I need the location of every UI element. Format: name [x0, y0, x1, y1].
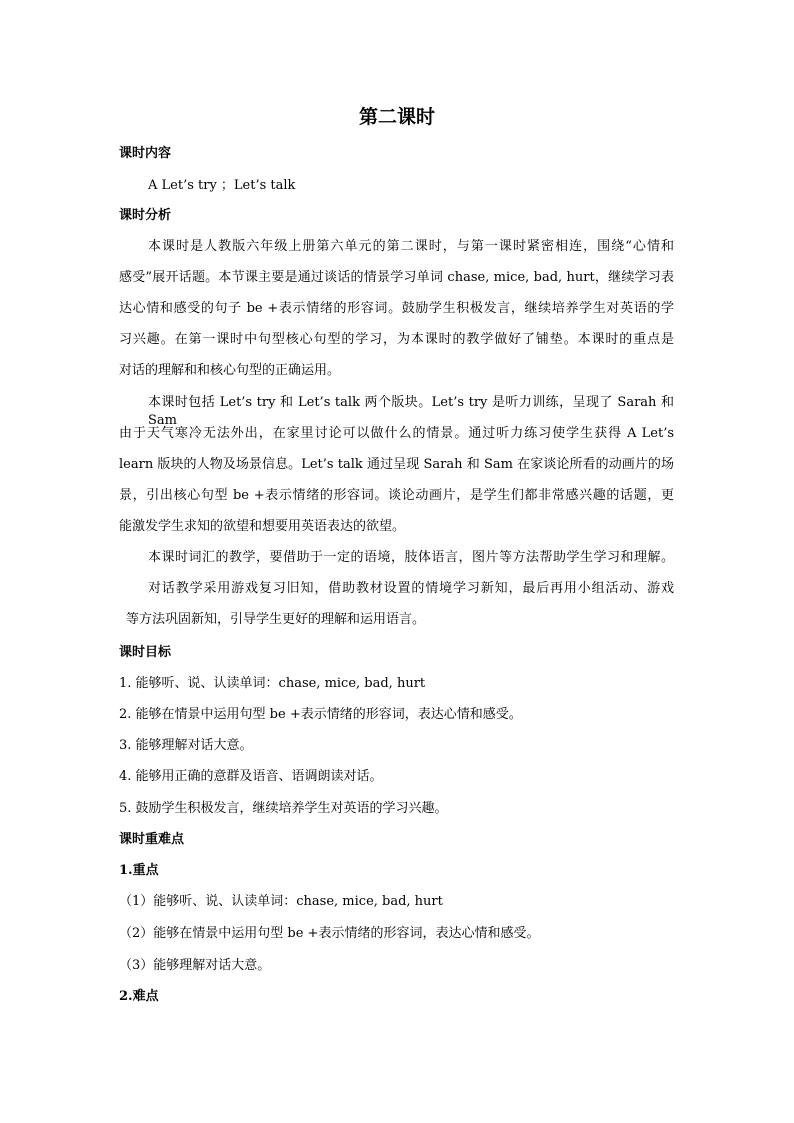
analysis-line: 习兴趣。在第一课时中句型核心句型的学习，为本课时的教学做好了铺垫。本课时的重点是 [119, 332, 674, 347]
keypoint-item: （2）能够在情景中运用句型 be +表示情绪的形容词，表达心情和感受。 [119, 926, 540, 941]
section-heading-content: 课时内容 [119, 146, 172, 161]
goal-item: 3. 能够理解对话大意。 [119, 738, 253, 753]
analysis-line: 对话的理解和和核心句型的正确运用。 [119, 363, 341, 378]
keypoint-item: （1）能够听、说、认读单词：chase, mice, bad, hurt [119, 894, 443, 909]
analysis-line: 对话教学采用游戏复习旧知，借助教材设置的情境学习新知，最后再用小组活动、游戏 [148, 581, 674, 596]
goal-item: 2. 能够在情景中运用句型 be +表示情绪的形容词，表达心情和感受。 [119, 707, 522, 722]
page-title: 第二课时 [358, 106, 435, 128]
section-heading-goals: 课时目标 [119, 645, 172, 660]
content-text: A Let’s try ；Let’s talk [148, 178, 296, 193]
analysis-line: 达心情和感受的句子 be +表示情绪的形容词。鼓励学生积极发言，继续培养学生对英语的学 [119, 301, 674, 316]
goal-item: 4. 能够用正确的意群及语音、语调朗读对话。 [119, 769, 383, 784]
keypoint-item: （3）能够理解对话大意。 [119, 958, 271, 973]
analysis-line: 景，引出核心句型 be +表示情绪的形容词。谈论动画片，是学生们都非常感兴趣的话题，更 [119, 488, 674, 503]
analysis-line: 本课时包括 Let’s try 和 Let’s talk 两个版块。Let’s try 是听力训练，呈现了 Sarah 和 Sam [148, 395, 674, 428]
section-heading-analysis: 课时分析 [119, 208, 172, 223]
analysis-line: 能激发学生求知的欲望和想要用英语表达的欲望。 [119, 519, 406, 534]
analysis-line: 本课时是人教版六年级上册第六单元的第二课时，与第一课时紧密相连，围绕“心情和 [148, 239, 674, 254]
keypoints-subheading-focus: 1.重点 [119, 863, 159, 878]
keypoints-subheading-difficulty: 2.难点 [119, 989, 159, 1004]
analysis-line: learn 版块的人物及场景信息。Let’s talk 通过呈现 Sarah 和 Sam 在家谈论所看的动画片的场 [119, 457, 674, 472]
analysis-line: 由于天气寒冷无法外出，在家里讨论可以做什么的情景。通过听力练习使学生获得 A Let’s [119, 426, 674, 441]
analysis-line: 本课时词汇的教学，要借助于一定的语境，肢体语言，图片等方法帮助学生学习和理解。 [148, 550, 674, 565]
analysis-line: 等方法巩固新知，引导学生更好的理解和运用语言。 [126, 612, 426, 627]
goal-item: 1. 能够听、说、认读单词：chase, mice, bad, hurt [119, 676, 426, 691]
goal-item: 5. 鼓励学生积极发言，继续培养学生对英语的学习兴趣。 [119, 801, 448, 816]
analysis-line: 感受”展开话题。本节课主要是通过谈话的情景学习单词 chase, mice, bad, hurt，继续学习表 [119, 270, 674, 285]
section-heading-keypoints: 课时重难点 [119, 832, 185, 847]
